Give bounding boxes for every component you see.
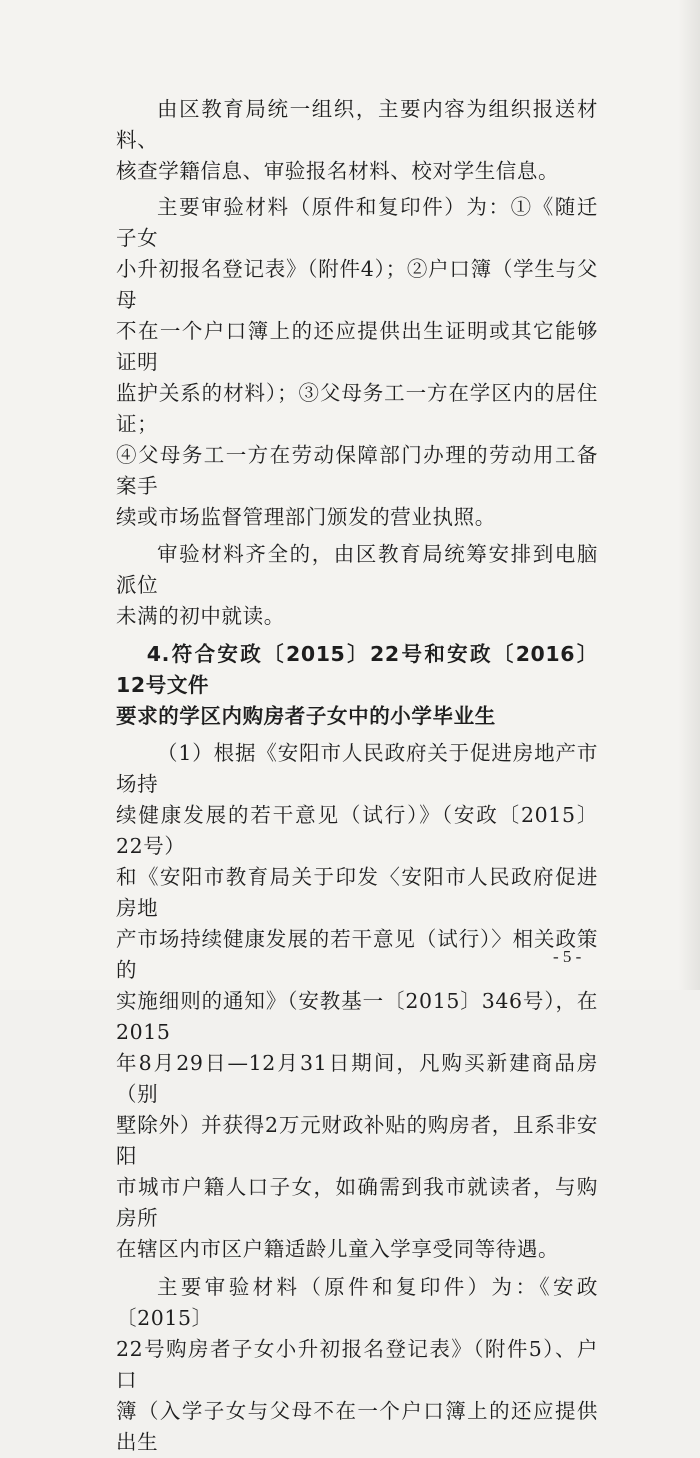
paragraph-review-materials-2: 主要审验材料（原件和复印件）为：《安政〔2015〕 22号购房者子女小升初报名登记表》（附件5）、户口 簿（入学子女与父母不在一个户口簿上的还应提供出生: [116, 1275, 598, 1454]
paragraph-arrangement: 审验材料齐全的，由区教育局统筹安排到电脑派位 未满的初中就读。: [116, 542, 598, 628]
paragraph-organization: 由区教育局统一组织，主要内容为组织报送材料、 核查学籍信息、审验报名材料、校对学生信息。: [116, 97, 598, 183]
page-edge-shadow: [678, 0, 700, 990]
paragraph-review-materials: 主要审验材料（原件和复印件）为：①《随迁子女 小升初报名登记表》（附件4）；②户口簿（学生与父母 不在一个户口簿上的还应提供出生证明或其它能够证明 监护关系的材料）；③父母务工一方在学区内的居住证； ④父母务工一方在劳动保障部门办理的劳动用工备案手 续或市场监督管理部门颁发的营业执照。: [116, 195, 598, 529]
page-number: - 5 -: [553, 947, 582, 966]
paragraph-policy-1: （1）根据《安阳市人民政府关于促进房地产市场持 续健康发展的若干意见（试行）》（安政〔2015〕22号） 和《安阳市教育局关于印发〈安阳市人民政府促进房地 产市场持续健康发展的若干意见（试行）〉相关政策的 实施细则的通知》（安教基一〔2015〕346号），在2015 年8月29日—12月31日期间，凡购买新建商品房（别 墅除外）并获得2万元财政补贴的购房者，且系非安阳 市城市户籍人口子女，如确需到我市就读者，与购房所 在辖区内市区户籍适龄儿童入学享受同等待遇。: [116, 741, 598, 1261]
body-text: [116, 94, 598, 1458]
section-heading-4: 4.符合安政〔2015〕22号和安政〔2016〕12号文件 要求的学区内购房者子女中的小学毕业生: [116, 642, 598, 728]
